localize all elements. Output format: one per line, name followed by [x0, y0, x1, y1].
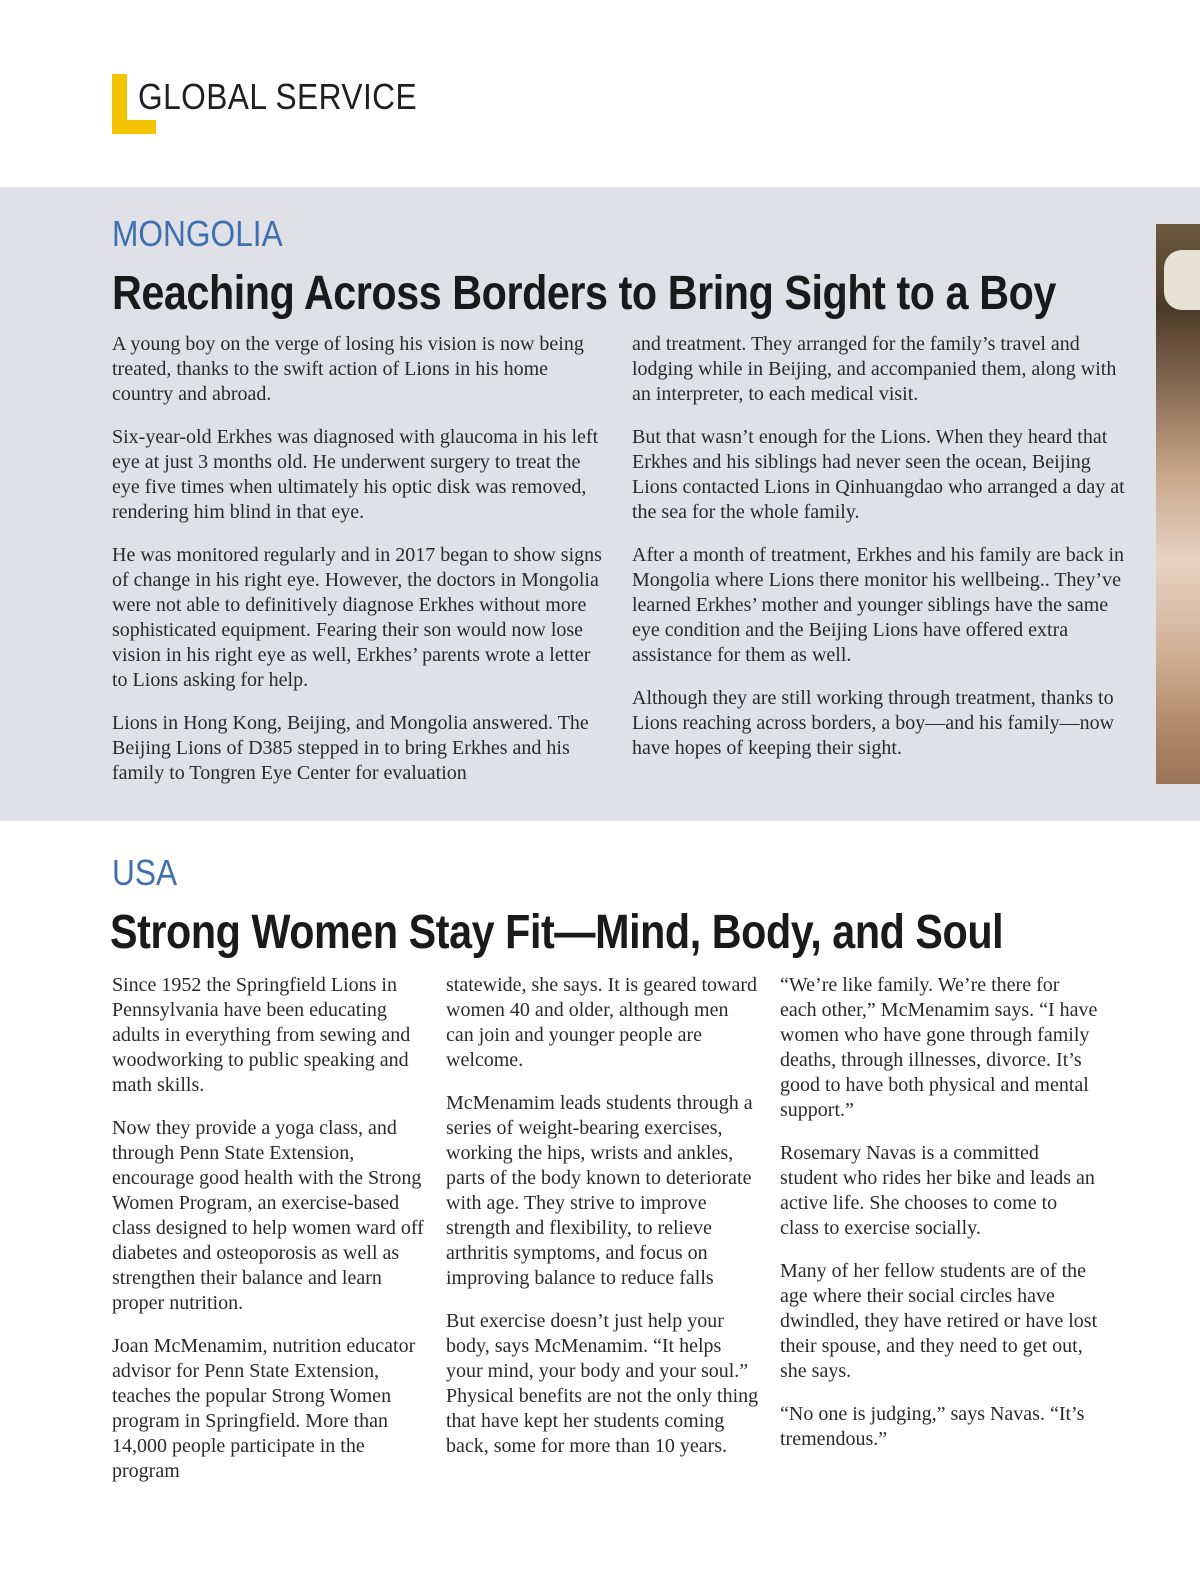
mongolia-column-2: [632, 332, 1132, 779]
paragraph: Now they provide a yoga class, and through Penn State Extension, encourage good health with the Strong Women Program, an exercise-based class designed to help women ward off diabetes and osteoporosis as well as strengthen their balance and learn proper nutrition.: [112, 1117, 424, 1314]
paragraph: and treatment. They arranged for the family’s travel and lodging while in Beijing, and accompanied them, along with an interpreter, to each medical visit.: [632, 333, 1117, 405]
section-header: [112, 74, 432, 134]
usa-column-2: [446, 973, 761, 1477]
usa-column-3: [780, 973, 1100, 1470]
paragraph: “We’re like family. We’re there for each other,” McMenamim says. “I have women who have gone through family deaths, through illnesses, divorce. It’s good to have both physical and mental support.”: [780, 974, 1098, 1121]
paragraph: But that wasn’t enough for the Lions. When they heard that Erkhes and his siblings had never seen the ocean, Beijing Lions contacted Lions in Qinhuangdao who arranged a day at the sea for the whole family.: [632, 426, 1125, 523]
section-title: GLOBAL SERVICE: [138, 76, 418, 117]
paragraph: McMenamim leads students through a series of weight-bearing exercises, working the hips, wrists and ankles, parts of the body known to deteriorate with age. They strive to improve strength and flexibility, to relieve arthritis symptoms, and focus on improving balance to reduce falls: [446, 1092, 753, 1289]
usa-country-label: USA: [112, 852, 178, 893]
paragraph: He was monitored regularly and in 2017 began to show signs of change in his right eye. However, the doctors in Mongolia were not able to definitively diagnose Erkhes without more sophisticated equipment. Fearing their son would now lose vision in his right eye as well, Erkhes’ parents wrote a letter to Lions asking for help.: [112, 544, 602, 691]
paragraph: After a month of treatment, Erkhes and his family are back in Mongolia where Lions there monitor his wellbeing.. They’ve learned Erkhes’ mother and younger siblings have the same eye condition and the Beijing Lions have offered extra assistance for them as well.: [632, 544, 1125, 666]
paragraph: Rosemary Navas is a committed student who rides her bike and leads an active life. She chooses to come to class to exercise socially.: [780, 1142, 1095, 1239]
paragraph: A young boy on the verge of losing his vision is now being treated, thanks to the swift action of Lions in his home country and abroad.: [112, 333, 584, 405]
paragraph: Many of her fellow students are of the age where their social circles have dwindled, they have retired or have lost their spouse, and they need to get out, she says.: [780, 1260, 1098, 1382]
paragraph: Joan McMenamim, nutrition educator advisor for Penn State Extension, teaches the popular Strong Women program in Springfield. More than 14,000 people participate in the program: [112, 1335, 416, 1482]
paragraph: statewide, she says. It is geared toward women 40 and older, although men can join and younger people are welcome.: [446, 974, 758, 1071]
mongolia-headline: Reaching Across Borders to Bring Sight to a Boy: [112, 267, 1056, 320]
usa-column-1: [112, 973, 427, 1502]
paragraph: Six-year-old Erkhes was diagnosed with glaucoma in his left eye at just 3 months old. He underwent surgery to treat the eye five times when ultimately his optic disk was removed, rendering him blind in that eye.: [112, 426, 599, 523]
paragraph: But exercise doesn’t just help your body, says McMenamim. “It helps your mind, your body and your soul.” Physical benefits are not the only thing that have kept her students coming back, some for more than 10 years.: [446, 1310, 759, 1457]
paragraph: “No one is judging,” says Navas. “It’s tremendous.”: [780, 1403, 1085, 1450]
paragraph: Since 1952 the Springfield Lions in Pennsylvania have been educating adults in everything from sewing and woodworking to public speaking and math skills.: [112, 974, 411, 1096]
usa-headline: Strong Women Stay Fit—Mind, Body, and Soul: [110, 906, 1004, 959]
mongolia-country-label: MONGOLIA: [112, 213, 283, 254]
mongolia-column-1: [112, 332, 607, 804]
photo-edge-highlight: [1164, 250, 1200, 310]
paragraph: Although they are still working through treatment, thanks to Lions reaching across borders, a boy—and his family—now have hopes of keeping their sight.: [632, 687, 1115, 759]
paragraph: Lions in Hong Kong, Beijing, and Mongolia answered. The Beijing Lions of D385 stepped in to bring Erkhes and his family to Tongren Eye Center for evaluation: [112, 712, 589, 784]
header-bracket-horizontal: [112, 120, 156, 134]
